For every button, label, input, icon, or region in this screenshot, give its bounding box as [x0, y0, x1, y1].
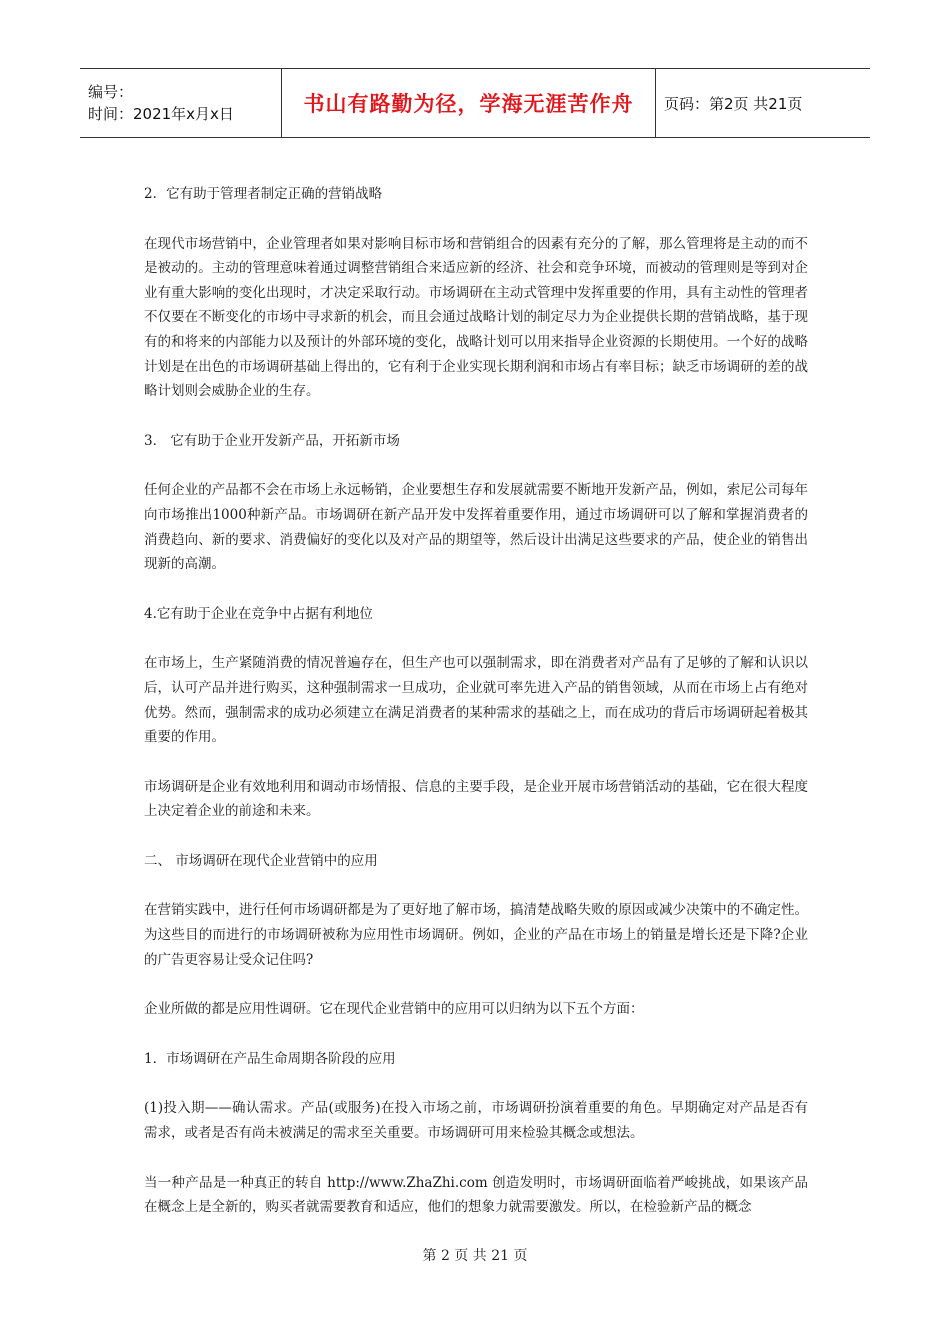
body-paragraph: 在现代市场营销中，企业管理者如果对影响目标市场和营销组合的因素有充分的了解，那么管理将是主动的而不是被动的。主动的管理意味着通过调整营销组合来适应新的经济、社会和竞争环境，而被动的管理则是等到对企业有重大影响的变化出现时，才决定采取行动。市场调研在主动式管理中发挥重要的作用，具有主动性的管理者不仅要在不断变化的市场中寻求新的机会，而且会通过战略计划的制定尽力为企业提供长期的营销战略，基于现有的和将来的内部能力以及预计的外部环境的变化，战略计划可以用来指导企业资源的长期使用。一个好的战略计划是在出色的市场调研基础上得出的，它有利于企业实现长期利润和市场占有率目标；缺乏市场调研的差的战略计划则会威胁企业的生存。 [144, 235, 808, 400]
header-motto: 书山有路勤为径，学海无涯苦作舟 [303, 92, 634, 116]
body-paragraph: (1)投入期——确认需求。产品(或服务)在投入市场之前，市场调研扮演着重要的角色。早期确定对产品是否有需求，或者是否有尚未被满足的需求至关重要。市场调研可用来检验其概念或想法。 [144, 1100, 808, 1142]
body-paragraph: 市场调研是企业有效地利用和调动市场情报、信息的主要手段，是企业开展市场营销活动的基础，它在很大程度上决定着企业的前途和未来。 [144, 778, 808, 820]
date-line: 时间：2021年x月x日 [88, 105, 234, 123]
section-heading: 4.它有助于企业在竞争中占据有利地位 [144, 605, 373, 622]
document-body [144, 182, 808, 1245]
header-page-info: 页码：第2页 共21页 [664, 94, 803, 113]
body-paragraph: 任何企业的产品都不会在市场上永远畅销，企业要想生存和发展就需要不断地开发新产品，例如，索尼公司每年向市场推出1000种新产品。市场调研在新产品开发中发挥着重要作用，通过市场调研可以了解和掌握消费者的消费趋向、新的要求、消费偏好的变化以及对产品的期望等，然后设计出满足这些要求的产品，使企业的销售出现新的高潮。 [144, 482, 808, 573]
page-header [80, 68, 870, 138]
body-paragraph: 在市场上，生产紧随消费的情况普遍存在，但生产也可以强制需求，即在消费者对产品有了足够的了解和认识以后，认可产品并进行购买，这种强制需求一旦成功，企业就可率先进入产品的销售领域，从而在市场上占有绝对优势。然而，强制需求的成功必须建立在满足消费者的某种需求的基础之上，而在成功的背后市场调研起着极其重要的作用。 [144, 655, 808, 746]
section-heading: 3． 它有助于企业开发新产品，开拓新市场 [144, 432, 400, 449]
header-meta [80, 69, 282, 137]
page-footer [0, 1245, 950, 1265]
body-paragraph: 在营销实践中，进行任何市场调研都是为了更好地了解市场，搞清楚战略失败的原因或减少决策中的不确定性。为这些目的而进行的市场调研被称为应用性市场调研。例如，企业的产品在市场上的销量是增长还是下降?企业的广告更容易让受众记住吗? [144, 902, 808, 968]
body-paragraph: 当一种产品是一种真正的转自 http://www.ZhaZhi.com 创造发明时，市场调研面临着严峻挑战，如果该产品在概念上是全新的，购买者就需要教育和适应，他们的想象力就需要激发。所以，在检验新产品的概念 [144, 1174, 808, 1216]
number-label: 编号： [88, 83, 134, 101]
section-heading: 2．它有助于管理者制定正确的营销战略 [144, 186, 383, 202]
header-page-info-cell [656, 69, 870, 137]
header-motto-cell [282, 69, 656, 137]
section-heading: 二、 市场调研在现代企业营销中的应用 [144, 852, 378, 869]
body-paragraph: 企业所做的都是应用性调研。它在现代企业营销中的应用可以归纳为以下五个方面： [144, 1001, 644, 1018]
section-heading: 1．市场调研在产品生命周期各阶段的应用 [144, 1050, 396, 1067]
footer-page-number: 第 2 页 共 21 页 [422, 1248, 528, 1264]
